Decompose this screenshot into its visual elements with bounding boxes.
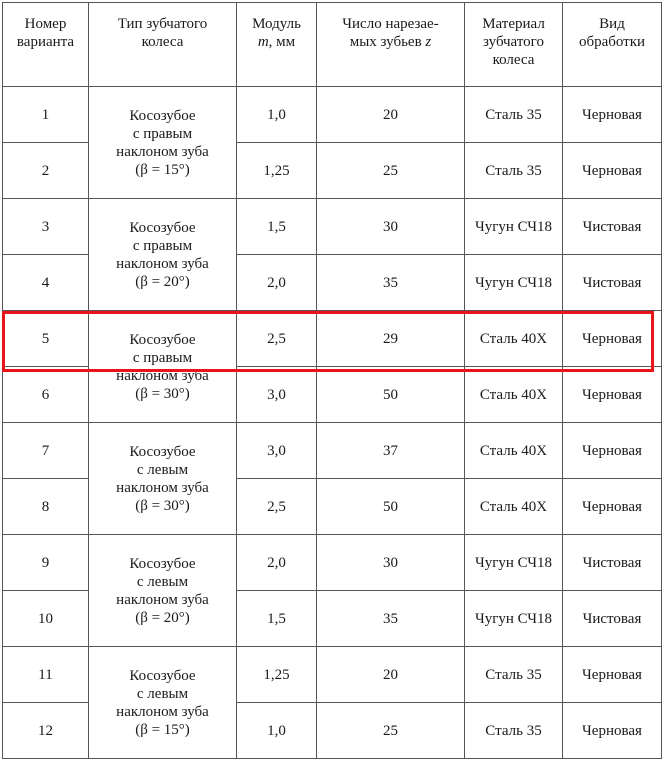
cell-teeth: 30 [317, 199, 465, 255]
cell-module: 3,0 [237, 367, 317, 423]
cell-processing: Чистовая [563, 535, 662, 591]
cell-module: 1,0 [237, 703, 317, 759]
header-processing-line2: обработки [578, 34, 646, 50]
cell-teeth: 20 [317, 647, 465, 703]
cell-teeth: 50 [317, 367, 465, 423]
table-row [3, 199, 662, 255]
cell-processing: Черновая [563, 87, 662, 143]
cell-teeth: 25 [317, 143, 465, 199]
gear-type-line: (β = 15°) [135, 721, 190, 738]
cell-variant-number: 10 [3, 591, 89, 647]
cell-material: Сталь 40Х [465, 311, 563, 367]
cell-teeth: 35 [317, 591, 465, 647]
cell-variant-number: 4 [3, 255, 89, 311]
cell-gear-type [89, 87, 237, 199]
cell-module: 1,25 [237, 647, 317, 703]
cell-gear-type [89, 423, 237, 535]
table-row [3, 647, 662, 703]
header-row [3, 3, 662, 87]
cell-module: 1,5 [237, 591, 317, 647]
gear-type-line: Косозубое [129, 107, 196, 124]
cell-teeth: 35 [317, 255, 465, 311]
gear-type-line: (β = 20°) [135, 609, 190, 626]
cell-material: Сталь 35 [465, 703, 563, 759]
cell-module: 1,0 [237, 87, 317, 143]
cell-variant-number: 1 [3, 87, 89, 143]
cell-teeth: 29 [317, 311, 465, 367]
gear-type-line: наклоном зуба [116, 703, 209, 720]
header-processing [563, 3, 662, 87]
cell-material: Сталь 40Х [465, 367, 563, 423]
cell-material: Сталь 40Х [465, 479, 563, 535]
cell-module: 2,5 [237, 311, 317, 367]
cell-material: Сталь 35 [465, 87, 563, 143]
gear-type-line: наклоном зуба [116, 479, 209, 496]
header-module-symbol: m [257, 34, 269, 50]
gear-type-line: (β = 30°) [135, 385, 190, 402]
gear-type-line: с правым [132, 237, 193, 254]
cell-variant-number: 8 [3, 479, 89, 535]
cell-gear-type [89, 647, 237, 759]
cell-variant-number: 5 [3, 311, 89, 367]
cell-processing: Чистовая [563, 199, 662, 255]
header-gear-type-line2: колеса [141, 34, 184, 50]
header-teeth-symbol: z [425, 34, 432, 50]
cell-material: Сталь 40Х [465, 423, 563, 479]
gear-type-line: Косозубое [129, 443, 196, 460]
cell-material: Сталь 35 [465, 143, 563, 199]
header-module [237, 3, 317, 87]
cell-processing: Черновая [563, 647, 662, 703]
gear-type-line: наклоном зуба [116, 367, 209, 384]
cell-variant-number: 12 [3, 703, 89, 759]
cell-processing: Чистовая [563, 591, 662, 647]
cell-module: 2,5 [237, 479, 317, 535]
cell-variant-number: 2 [3, 143, 89, 199]
cell-gear-type [89, 311, 237, 423]
cell-teeth: 25 [317, 703, 465, 759]
cell-variant-number: 7 [3, 423, 89, 479]
cell-processing: Черновая [563, 479, 662, 535]
header-module-unit: , мм [268, 34, 296, 50]
header-teeth-line2: мых зубьев [349, 34, 426, 50]
cell-material: Чугун СЧ18 [465, 255, 563, 311]
header-gear-type [89, 3, 237, 87]
header-gear-type-line1: Тип зубчатого [117, 16, 208, 32]
cell-variant-number: 9 [3, 535, 89, 591]
cell-gear-type [89, 199, 237, 311]
cell-module: 3,0 [237, 423, 317, 479]
cell-processing: Черновая [563, 703, 662, 759]
cell-material: Чугун СЧ18 [465, 591, 563, 647]
header-material-line2: зубчатого [483, 34, 544, 50]
cell-processing: Черновая [563, 143, 662, 199]
table-row [3, 87, 662, 143]
header-processing-line1: Вид [599, 16, 625, 32]
gear-type-line: (β = 30°) [135, 497, 190, 514]
gear-type-line: Косозубое [129, 555, 196, 572]
header-material-line3: колеса [492, 52, 535, 68]
table-row [3, 423, 662, 479]
gear-type-line: наклоном зуба [116, 255, 209, 272]
gear-type-line: с левым [136, 573, 189, 590]
cell-processing: Черновая [563, 367, 662, 423]
cell-teeth: 50 [317, 479, 465, 535]
gear-type-line: с левым [136, 461, 189, 478]
gear-type-line: Косозубое [129, 219, 196, 236]
variants-table [2, 2, 662, 759]
cell-variant-number: 6 [3, 367, 89, 423]
cell-processing: Черновая [563, 311, 662, 367]
table-row [3, 535, 662, 591]
cell-module: 1,25 [237, 143, 317, 199]
cell-module: 1,5 [237, 199, 317, 255]
gear-type-line: наклоном зуба [116, 591, 209, 608]
cell-gear-type [89, 535, 237, 647]
gear-type-line: (β = 15°) [135, 161, 190, 178]
cell-module: 2,0 [237, 535, 317, 591]
gear-type-line: с правым [132, 349, 193, 366]
cell-variant-number: 3 [3, 199, 89, 255]
cell-module: 2,0 [237, 255, 317, 311]
cell-material: Сталь 35 [465, 647, 563, 703]
header-variant-line1: Номер [24, 16, 67, 32]
gear-type-line: с правым [132, 125, 193, 142]
gear-type-line: Косозубое [129, 331, 196, 348]
gear-type-line: Косозубое [129, 667, 196, 684]
table-row [3, 311, 662, 367]
header-material-line1: Материал [482, 16, 545, 32]
header-variant-line2: варианта [16, 34, 75, 50]
gear-type-line: наклоном зуба [116, 143, 209, 160]
gear-type-line: (β = 20°) [135, 273, 190, 290]
cell-teeth: 20 [317, 87, 465, 143]
header-variant [3, 3, 89, 87]
header-module-line1: Модуль [252, 16, 301, 32]
cell-processing: Чистовая [563, 255, 662, 311]
header-teeth [317, 3, 465, 87]
cell-processing: Черновая [563, 423, 662, 479]
cell-material: Чугун СЧ18 [465, 199, 563, 255]
gear-type-line: с левым [136, 685, 189, 702]
header-teeth-line1: Число нарезае- [342, 16, 439, 32]
cell-material: Чугун СЧ18 [465, 535, 563, 591]
header-material [465, 3, 563, 87]
cell-teeth: 30 [317, 535, 465, 591]
cell-teeth: 37 [317, 423, 465, 479]
cell-variant-number: 11 [3, 647, 89, 703]
